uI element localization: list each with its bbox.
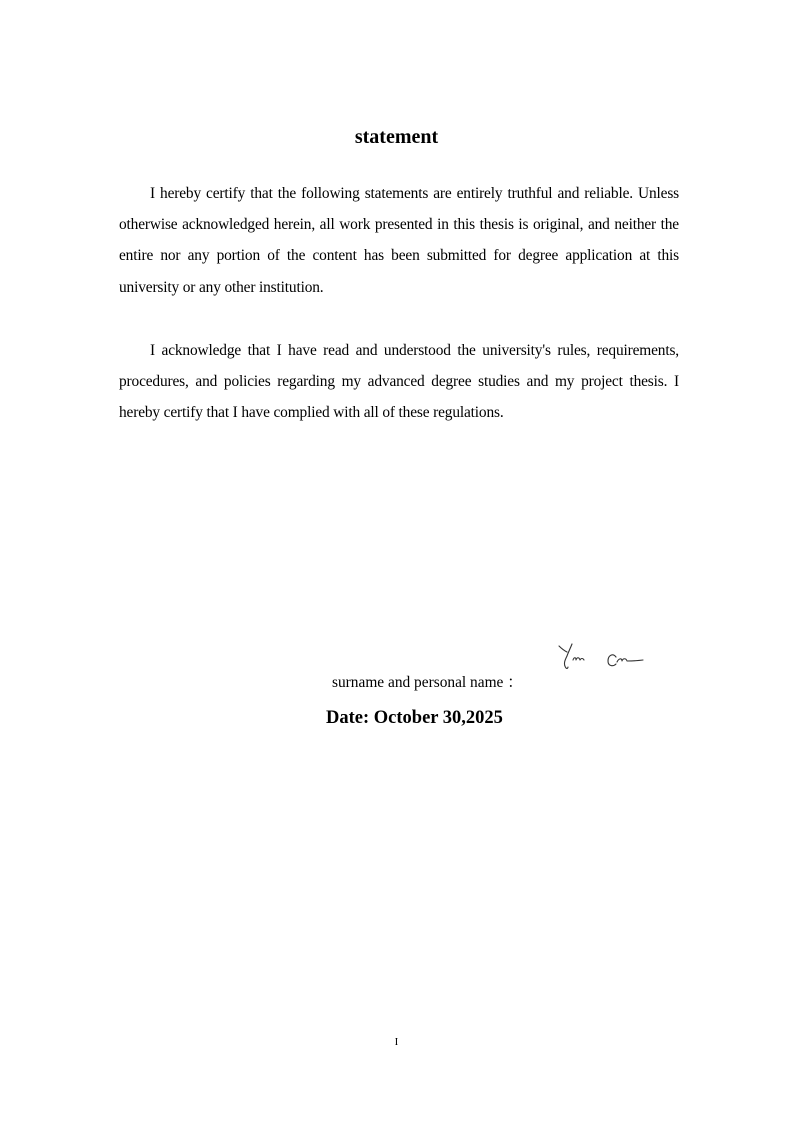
page-number: I [394,1036,399,1048]
signature-label: surname and personal name ： [332,674,523,691]
acknowledgement-paragraph: I acknowledge that I have read and understood the university's rules, requirements, procedures, and policies regarding my advanced degree studies and my project thesis. I hereby certify that I have complied with all of these regulations. [119,342,679,422]
date-line: Date: October 30,2025 [326,708,503,728]
handwritten-signature [553,640,653,680]
certification-paragraph: I hereby certify that the following statements are entirely truthful and reliable. Unless otherwise acknowledged herein, all work presented in this thesis is original, and neither the entire nor any portion of the content has been submitted for degree application at this university or any other institution. [119,185,679,296]
page-title: statement [354,126,439,148]
